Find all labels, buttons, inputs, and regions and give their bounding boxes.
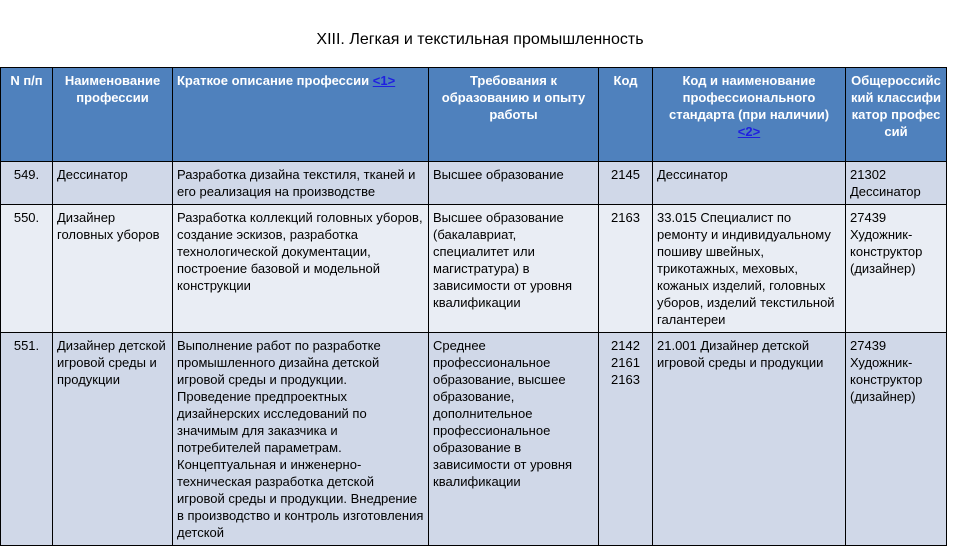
footnote-link-1[interactable]: <1>	[372, 73, 396, 88]
cell-desc: Разработка коллекций головных уборов, создание эскизов, разработка технологической документации, построение базовой и модельной конструкции	[173, 205, 429, 333]
cell-num: 550.	[1, 205, 53, 333]
header-num: N п/п	[1, 68, 53, 162]
cell-code: 2145	[599, 162, 653, 205]
cell-num: 549.	[1, 162, 53, 205]
cell-code: 2142 2161 2163	[599, 333, 653, 546]
cell-code: 2163	[599, 205, 653, 333]
cell-req: Высшее образование	[429, 162, 599, 205]
header-std	[653, 68, 846, 162]
page-title: XIII. Легкая и текстильная промышленность	[316, 31, 644, 48]
header-req: Требования к образованию и опыту работы	[429, 68, 599, 162]
cell-std: 21.001 Дизайнер детской игровой среды и продукции	[653, 333, 846, 546]
footnote-link-2[interactable]: <2>	[737, 124, 761, 139]
cell-name: Дизайнер головных уборов	[53, 205, 173, 333]
cell-name: Дизайнер детской игровой среды и продукции	[53, 333, 173, 546]
header-okp: Общероссийский классификатор профессий	[846, 68, 947, 162]
cell-desc: Разработка дизайна текстиля, тканей и его реализация на производстве	[173, 162, 429, 205]
header-desc	[173, 68, 429, 162]
table-row	[1, 162, 947, 205]
cell-req: Среднее профессиональное образование, высшее образование, дополнительное профессиональное образование в зависимости от уровня квалификации	[429, 333, 599, 546]
cell-req: Высшее образование (бакалавриат, специалитет или магистратура) в зависимости от уровня квалификации	[429, 205, 599, 333]
cell-std: Дессинатор	[653, 162, 846, 205]
cell-okp: 27439 Художник-конструктор (дизайнер)	[846, 333, 947, 546]
header-row	[1, 68, 947, 162]
cell-num: 551.	[1, 333, 53, 546]
cell-okp: 21302 Дессинатор	[846, 162, 947, 205]
table-row	[1, 333, 947, 546]
cell-desc: Выполнение работ по разработке промышленного дизайна детской игровой среды и продукции. Проведение предпроектных дизайнерских исследований по значимым для заказчика и потребителей параметрам. Концептуальная и инженерно-техническая разработка детской игровой среды и продукции. Внедрение в производство и контроль изготовления детской	[173, 333, 429, 546]
header-desc-label: Краткое описание профессии	[177, 73, 370, 88]
header-code: Код	[599, 68, 653, 162]
header-std-label: Код и наименование профессионального стандарта (при наличии)	[668, 73, 830, 122]
cell-okp: 27439 Художник-конструктор (дизайнер)	[846, 205, 947, 333]
table-row	[1, 205, 947, 333]
header-name: Наименование профессии	[53, 68, 173, 162]
professions-table	[0, 67, 947, 546]
cell-name: Дессинатор	[53, 162, 173, 205]
cell-std: 33.015 Специалист по ремонту и индивидуальному пошиву швейных, трикотажных, меховых, кожаных изделий, головных уборов, изделий текстильной галантереи	[653, 205, 846, 333]
